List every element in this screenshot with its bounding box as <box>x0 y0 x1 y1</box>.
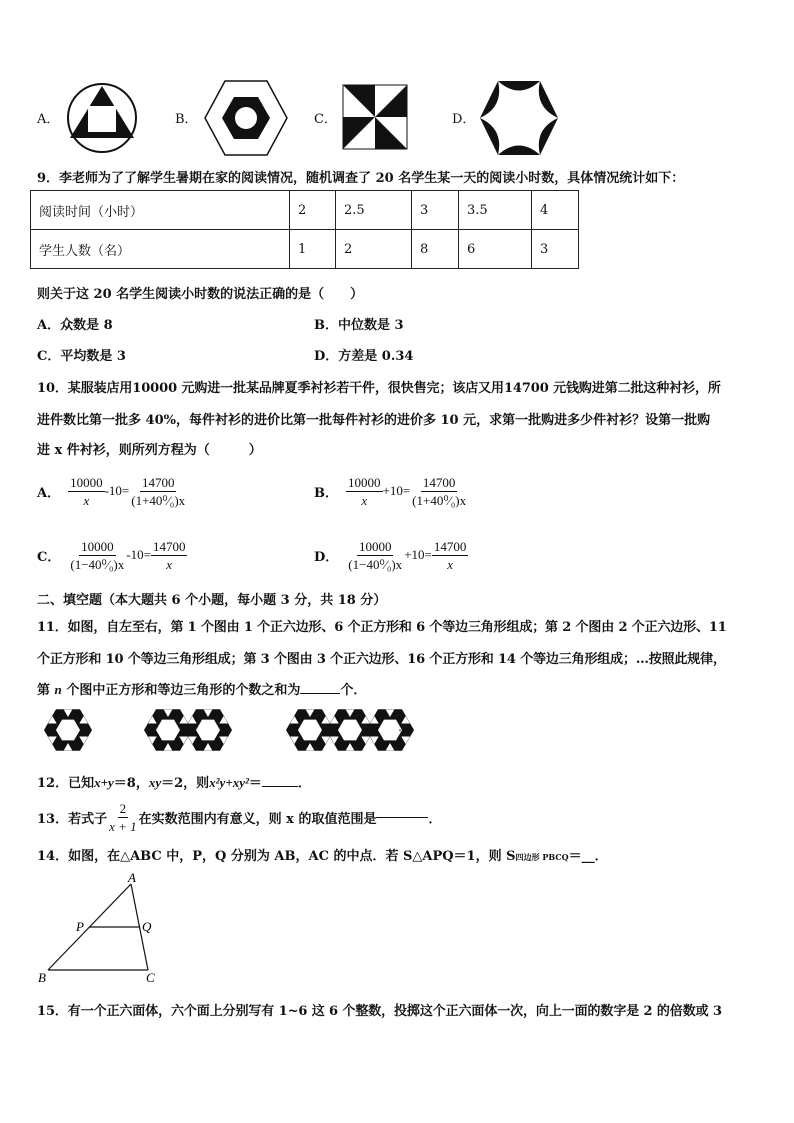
ellipsis: … <box>398 720 410 734</box>
reading-stats-table <box>30 190 579 269</box>
denominator: (1−40⁰⁄₀)x <box>348 556 403 572</box>
fraction <box>68 539 126 572</box>
denominator: x <box>361 492 368 508</box>
variable-n: n <box>54 682 62 697</box>
fraction <box>410 475 468 508</box>
text: 个图中正方形和等边三角形的个数之和为 <box>66 683 301 698</box>
q9-stem: 9．李老师为了了解学生暑期在家的阅读情况，随机调查了 20 名学生某一天的阅读小时数，具体情况统计如下： <box>37 171 685 186</box>
text: 第 <box>37 683 51 698</box>
operator: +10= <box>382 483 411 498</box>
q11-line3 <box>37 679 366 698</box>
q10-option-a <box>37 468 187 514</box>
q9-option-b: B．中位数是 3 <box>314 318 404 333</box>
q9-option-a: A．众数是 8 <box>37 318 113 333</box>
table-header-cell: 学生人数（名） <box>31 230 290 269</box>
point-c-label: C <box>146 970 155 985</box>
table-row <box>31 230 579 269</box>
table-cell: 3 <box>412 191 459 230</box>
table-header-cell: 阅读时间（小时） <box>31 191 290 230</box>
text: 在实数范围内有意义，则 x 的取值范围是 <box>138 811 377 827</box>
table-row <box>31 191 579 230</box>
answer-blank <box>262 786 298 787</box>
text: ＝2，则 <box>161 776 210 791</box>
text: ． <box>297 776 311 791</box>
table-cell: 2 <box>336 230 412 269</box>
fraction <box>432 539 469 572</box>
q10-line3: 进 x 件衬衫，则所列方程为（ ） <box>37 443 262 458</box>
text: 13．若式子 <box>37 811 108 827</box>
text: ． <box>428 811 442 827</box>
fraction <box>346 475 383 508</box>
q10-line1: 10．某服装店用10000 元购进一批某品牌夏季衬衫若干件，很快售完；该店又用14700 元钱购进第二批这种衬衫，所 <box>37 381 721 396</box>
operator: -10= <box>126 547 151 562</box>
table-cell: 3.5 <box>459 191 532 230</box>
table-cell: 6 <box>459 230 532 269</box>
fraction <box>68 475 105 508</box>
operator: +10= <box>404 547 432 562</box>
fraction <box>151 539 188 572</box>
answer-blank <box>376 817 428 818</box>
q10-option-c <box>37 530 187 580</box>
figure-2-hexagon <box>184 709 232 751</box>
numerator: 10000 <box>348 474 381 490</box>
operator: -10= <box>104 483 130 498</box>
hexagon-star-figure <box>478 78 560 158</box>
table-cell: 2 <box>290 191 336 230</box>
q10-option-b <box>314 468 468 514</box>
q9-question: 则关于这 20 名学生阅读小时数的说法正确的是（ ） <box>37 287 364 302</box>
numerator: 10000 <box>358 538 392 554</box>
table-cell: 4 <box>532 191 579 230</box>
denominator: x <box>447 556 453 572</box>
option-label: D． <box>314 549 339 565</box>
denominator: x + 1 <box>109 818 137 834</box>
option-d-label: D． <box>452 112 476 127</box>
option-label: C． <box>37 549 61 565</box>
expression: xy <box>148 775 162 790</box>
q11-line2: 个正方形和 10 个等边三角形组成；第 3 个图由 3 个正六边形、16 个正方形和 14 个等边三角形组成；…按照此规律， <box>37 652 726 667</box>
q9-option-c: C．平均数是 3 <box>37 349 126 364</box>
denominator: x <box>83 492 90 508</box>
point-a-label: A <box>128 870 136 885</box>
option-label: A． <box>37 485 61 501</box>
table-cell: 1 <box>290 230 336 269</box>
circle-triangle-square-figure <box>64 80 140 156</box>
table-cell: 8 <box>412 230 459 269</box>
numerator: 2 <box>119 800 127 816</box>
denominator: x <box>166 556 173 572</box>
numerator: 14700 <box>422 474 456 490</box>
numerator: 10000 <box>81 538 114 554</box>
fraction <box>346 539 404 572</box>
answer-blank <box>300 693 340 694</box>
option-c-label: C． <box>314 112 337 127</box>
numerator: 14700 <box>152 538 186 554</box>
point-b-label: B <box>38 970 46 985</box>
q13 <box>37 796 441 838</box>
section-title: 二、填空题（本大题共 6 个小题，每小题 3 分，共 18 分） <box>37 593 387 608</box>
hexagon-chain-figure <box>40 702 420 760</box>
text: ＝ <box>248 776 262 791</box>
numerator: 14700 <box>433 538 467 554</box>
hexagon-ring-figure <box>203 78 289 158</box>
expression: x+y <box>94 775 114 790</box>
point-p-label: P <box>76 919 84 934</box>
fraction <box>129 475 187 508</box>
numerator: 10000 <box>70 474 103 490</box>
text: 12．已知 <box>37 776 95 791</box>
denominator: (1−40⁰⁄₀)x <box>70 556 125 572</box>
subscript: 四边形 PBCQ <box>515 852 569 862</box>
q11-line1: 11．如图，自左至右，第 1 个图由 1 个正六边形、6 个正方形和 6 个等边三角形组成；第 2 个图由 2 个正六边形、11 <box>37 620 727 635</box>
q12 <box>37 772 311 791</box>
figure-1-hexagon <box>44 709 92 751</box>
table-cell: 2.5 <box>336 191 412 230</box>
pinwheel-figure <box>342 84 408 150</box>
option-a-label: A． <box>37 112 60 127</box>
option-b-label: B． <box>175 112 198 127</box>
text: ＝8， <box>113 776 149 791</box>
table-cell: 3 <box>532 230 579 269</box>
denominator: (1+40⁰⁄₀)x <box>412 492 467 508</box>
text: 14．如图，在△ABC 中，P，Q 分别为 AB，AC 的中点．若 S△APQ＝1，则 S <box>37 849 516 864</box>
expression: x²y+xy² <box>209 775 249 790</box>
q10-line2: 进件数比第一批多 40%，每件衬衫的进价比第一批每件衬衫的进价多 10 元，求第一批购进多少件衬衫？设第一批购 <box>37 413 711 428</box>
triangle-figure <box>36 872 166 988</box>
numerator: 14700 <box>141 474 175 490</box>
denominator: (1+40⁰⁄₀)x <box>131 492 186 508</box>
q10-option-d <box>314 530 468 580</box>
q15-line1: 15．有一个正六面体，六个面上分别写有 1~6 这 6 个整数，投掷这个正六面体一次，向上一面的数字是 2 的倍数或 3 <box>37 1004 722 1019</box>
point-q-label: Q <box>142 919 152 934</box>
text: 个． <box>340 683 367 698</box>
q14-text <box>37 845 608 864</box>
option-label: B． <box>314 485 338 501</box>
q9-option-d: D．方差是 0.34 <box>314 349 414 364</box>
fraction <box>107 801 139 834</box>
text: ＝__． <box>568 849 608 864</box>
